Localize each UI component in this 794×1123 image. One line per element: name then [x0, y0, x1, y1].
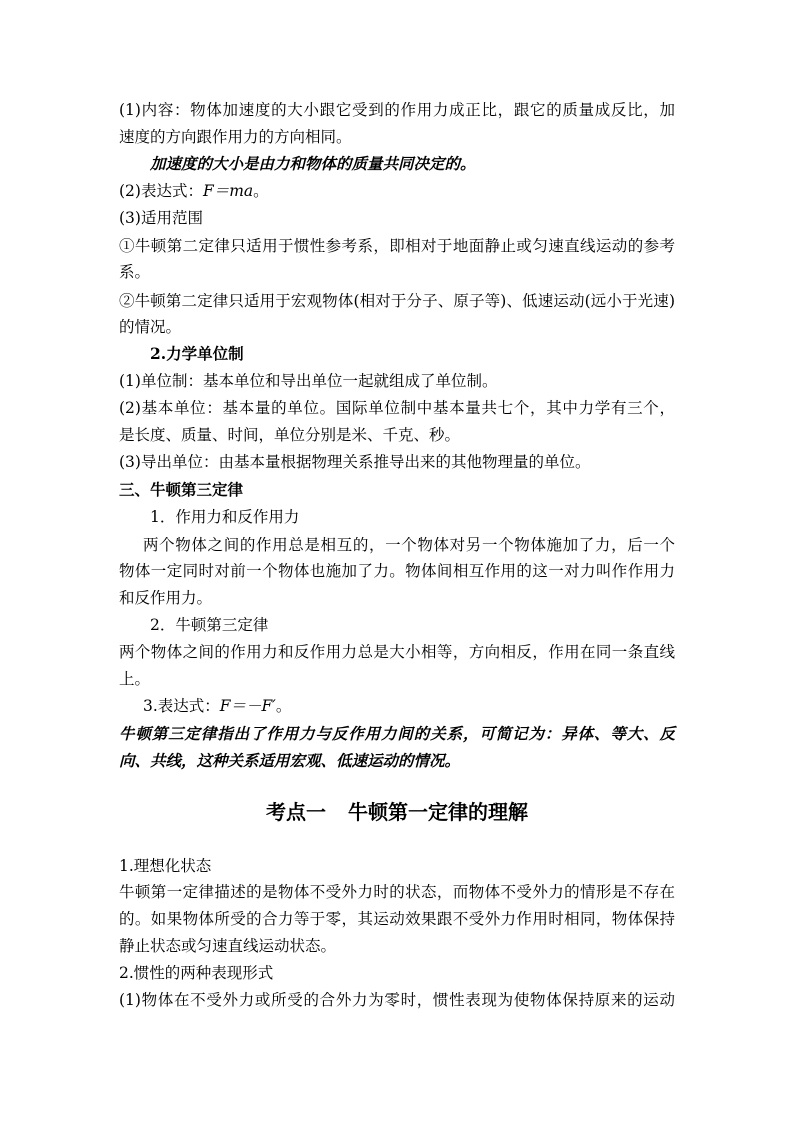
- content-line: 系。: [119, 263, 151, 281]
- content-line: (1)单位制：基本单位和导出单位一起就组成了单位制。: [119, 372, 498, 390]
- content-line: 的。如果物体所受的合力等于零，其运动效果跟不受外力作用时相同，物体保持: [119, 910, 675, 928]
- kaodian-label: 考点一: [266, 800, 326, 824]
- content-line: 牛顿第一定律描述的是物体不受外力时的状态，而物体不受外力的情形是不存在: [119, 883, 675, 901]
- content-line: 两个物体之间的作用力和反作用力总是大小相等，方向相反，作用在同一条直线: [119, 643, 675, 661]
- content-line: ①牛顿第二定律只适用于惯性参考系，即相对于地面静止或匀速直线运动的参考: [119, 237, 675, 255]
- emphasis-note: 牛顿第三定律指出了作用力与反作用力间的关系，可简记为：异体、等大、反: [119, 724, 675, 743]
- content-line: 和反作用力。: [119, 589, 213, 607]
- emphasis-note: 加速度的大小是由力和物体的质量共同决定的。: [150, 154, 476, 173]
- content-line: (2)基本单位：基本量的单位。国际单位制中基本量共七个，其中力学有三个，: [119, 399, 675, 417]
- content-line: (1)物体在不受外力或所受的合外力为零时，惯性表现为使物体保持原来的运动: [119, 991, 675, 1009]
- subheading: 2.惯性的两种表现形式: [119, 964, 274, 982]
- formula-suffix: 。: [275, 697, 292, 715]
- formula-label: 3.表达式：: [143, 697, 220, 715]
- formula-line: [143, 696, 291, 716]
- formula: F＝－F′: [219, 697, 276, 715]
- content-line: 速度的方向跟作用力的方向相同。: [119, 128, 352, 146]
- section-heading: 三、牛顿第三定律: [119, 480, 244, 499]
- subheading: 1.理想化状态: [119, 857, 212, 875]
- subheading: 2．牛顿第三定律: [150, 616, 269, 634]
- formula: F＝ma: [202, 182, 254, 200]
- content-line: (3)导出单位：由基本量根据物理关系推导出来的其他物理量的单位。: [119, 453, 591, 471]
- subheading: 2.力学单位制: [150, 344, 244, 363]
- content-line: 两个物体之间的作用总是相互的，一个物体对另一个物体施加了力，后一个: [143, 536, 675, 554]
- content-line: 静止状态或匀速直线运动状态。: [119, 937, 337, 955]
- kaodian-title: [0, 800, 794, 824]
- formula-suffix: 。: [253, 182, 269, 200]
- emphasis-note: 向、共线，这种关系适用宏观、低速运动的情况。: [119, 751, 461, 770]
- subheading: 1．作用力和反作用力: [150, 508, 300, 526]
- formula-line: [119, 181, 269, 201]
- kaodian-topic: 牛顿第一定律的理解: [348, 800, 528, 824]
- content-line: (1)内容：物体加速度的大小跟它受到的作用力成正比，跟它的质量成反比，加: [119, 101, 675, 119]
- formula-label: (2)表达式：: [119, 182, 203, 200]
- content-line: 上。: [119, 670, 151, 688]
- content-line: 的情况。: [119, 318, 182, 336]
- content-line: ②牛顿第二定律只适用于宏观物体(相对于分子、原子等)、低速运动(远小于光速): [119, 292, 675, 310]
- content-line: (3)适用范围: [119, 209, 203, 227]
- content-line: 物体一定同时对前一个物体也施加了力。物体间相互作用的这一对力叫作作用力: [119, 562, 675, 580]
- content-line: 是长度、质量、时间，单位分别是米、千克、秒。: [119, 426, 461, 444]
